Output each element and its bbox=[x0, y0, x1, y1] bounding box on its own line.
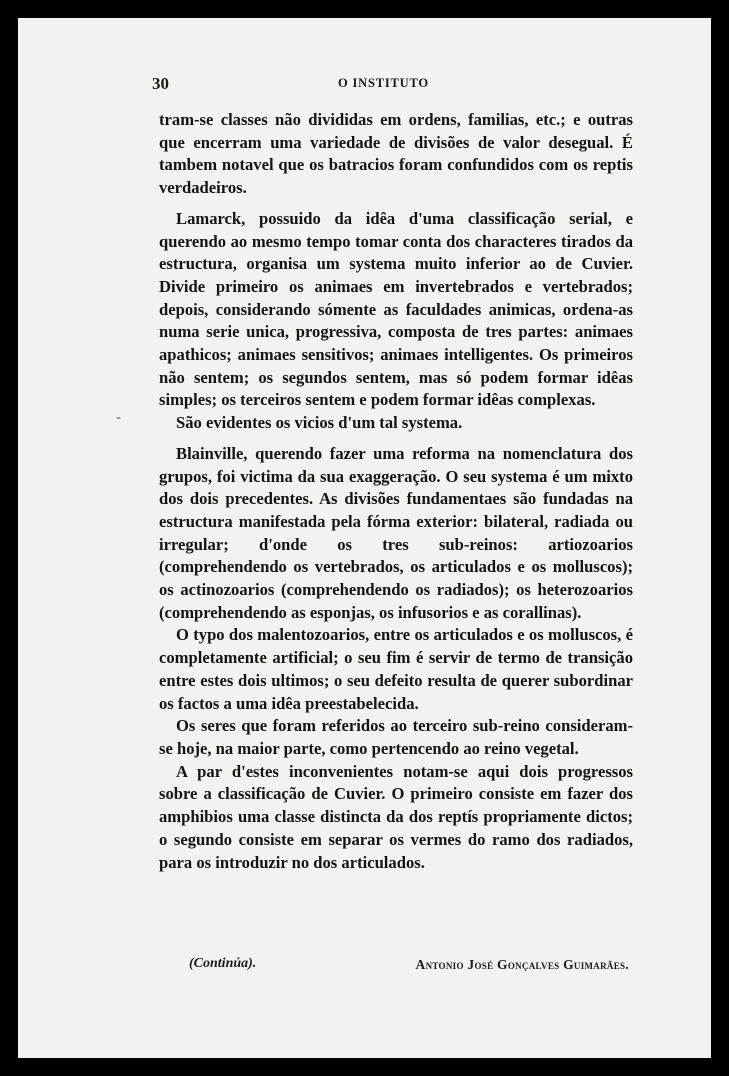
journal-title: O INSTITUTO bbox=[338, 76, 429, 90]
author-signature: Antonio José Gonçalves Guimarães. bbox=[415, 957, 629, 972]
paragraph-blainville: Blainville, querendo fazer uma reforma na nomenclatura dos grupos, foi victima da sua exaggeração. O seu systema é um mixto dos dois precedentes. As divisões fundamentaes são fundadas na estructura manifestada pela fórma exterior: bilateral, radiada ou irregular; d'onde os tres sub-reinos: artiozoarios (comprehendendo os vertebrados, os articulados e os molluscos); os actinozoarios (comprehendendo os radiados); os heterozoarios (comprehendendo as esponjas, os infusorios e as corallinas). bbox=[159, 443, 633, 622]
running-head bbox=[152, 74, 648, 94]
continuation-note: (Continúa). bbox=[189, 956, 257, 971]
book-page bbox=[18, 18, 711, 1058]
paragraph-continuation: tram-se classes não divididas em ordens, familias, etc.; e outras que encerram uma variedade de divisões de valor desegual. É tambem notavel que os batracios foram confundidos com os reptis verdadeiros. bbox=[159, 110, 633, 198]
paragraph-malentozoarios: O typo dos malentozoarios, entre os articulados e os molluscos, é completamente artificial; o seu fim é servir de termo de transição entre estes dois ultimos; o seu defeito resulta de querer subordinar os factos a uma idêa preestabelecida. bbox=[159, 625, 633, 713]
paragraph-progressos: A par d'estes inconvenientes notam-se aqui dois progressos sobre a classificação de Cuvier. O primeiro consiste em fazer dos amphibios uma classe distincta da dos reptís propriamente dictos; o segundo consiste em separar os vermes do ramo dos radiados, para os introduzir no dos articulados. bbox=[159, 761, 633, 872]
paragraph-vicios: São evidentes os vicios d'um tal systema. bbox=[176, 413, 463, 433]
paragraph-lamarck: Lamarck, possuido da idêa d'uma classificação serial, e querendo ao mesmo tempo tomar conta dos characteres tirados da estructura, organisa um systema muito inferior ao de Cuvier. Divide primeiro os animaes em invertebrados e vertebrados; depois, considerando sómente as faculdades animicas, ordena-as numa serie unica, progressiva, composta de tres partes: animaes apathicos; animaes sensitivos; animaes intelligentes. Os primeiros não sentem; os segundos sentem, mas só podem formar idêas simples; os terceiros sentem e podem formar idêas complexas. bbox=[159, 208, 633, 410]
margin-mark: - bbox=[116, 410, 122, 426]
article-footer bbox=[189, 956, 629, 978]
page-number: 30 bbox=[152, 74, 169, 93]
paragraph-sub-reino: Os seres que foram referidos ao terceiro sub-reino consideram-se hoje, na maior parte, como pertencendo ao reino vegetal. bbox=[159, 716, 633, 758]
article-body bbox=[159, 109, 633, 874]
